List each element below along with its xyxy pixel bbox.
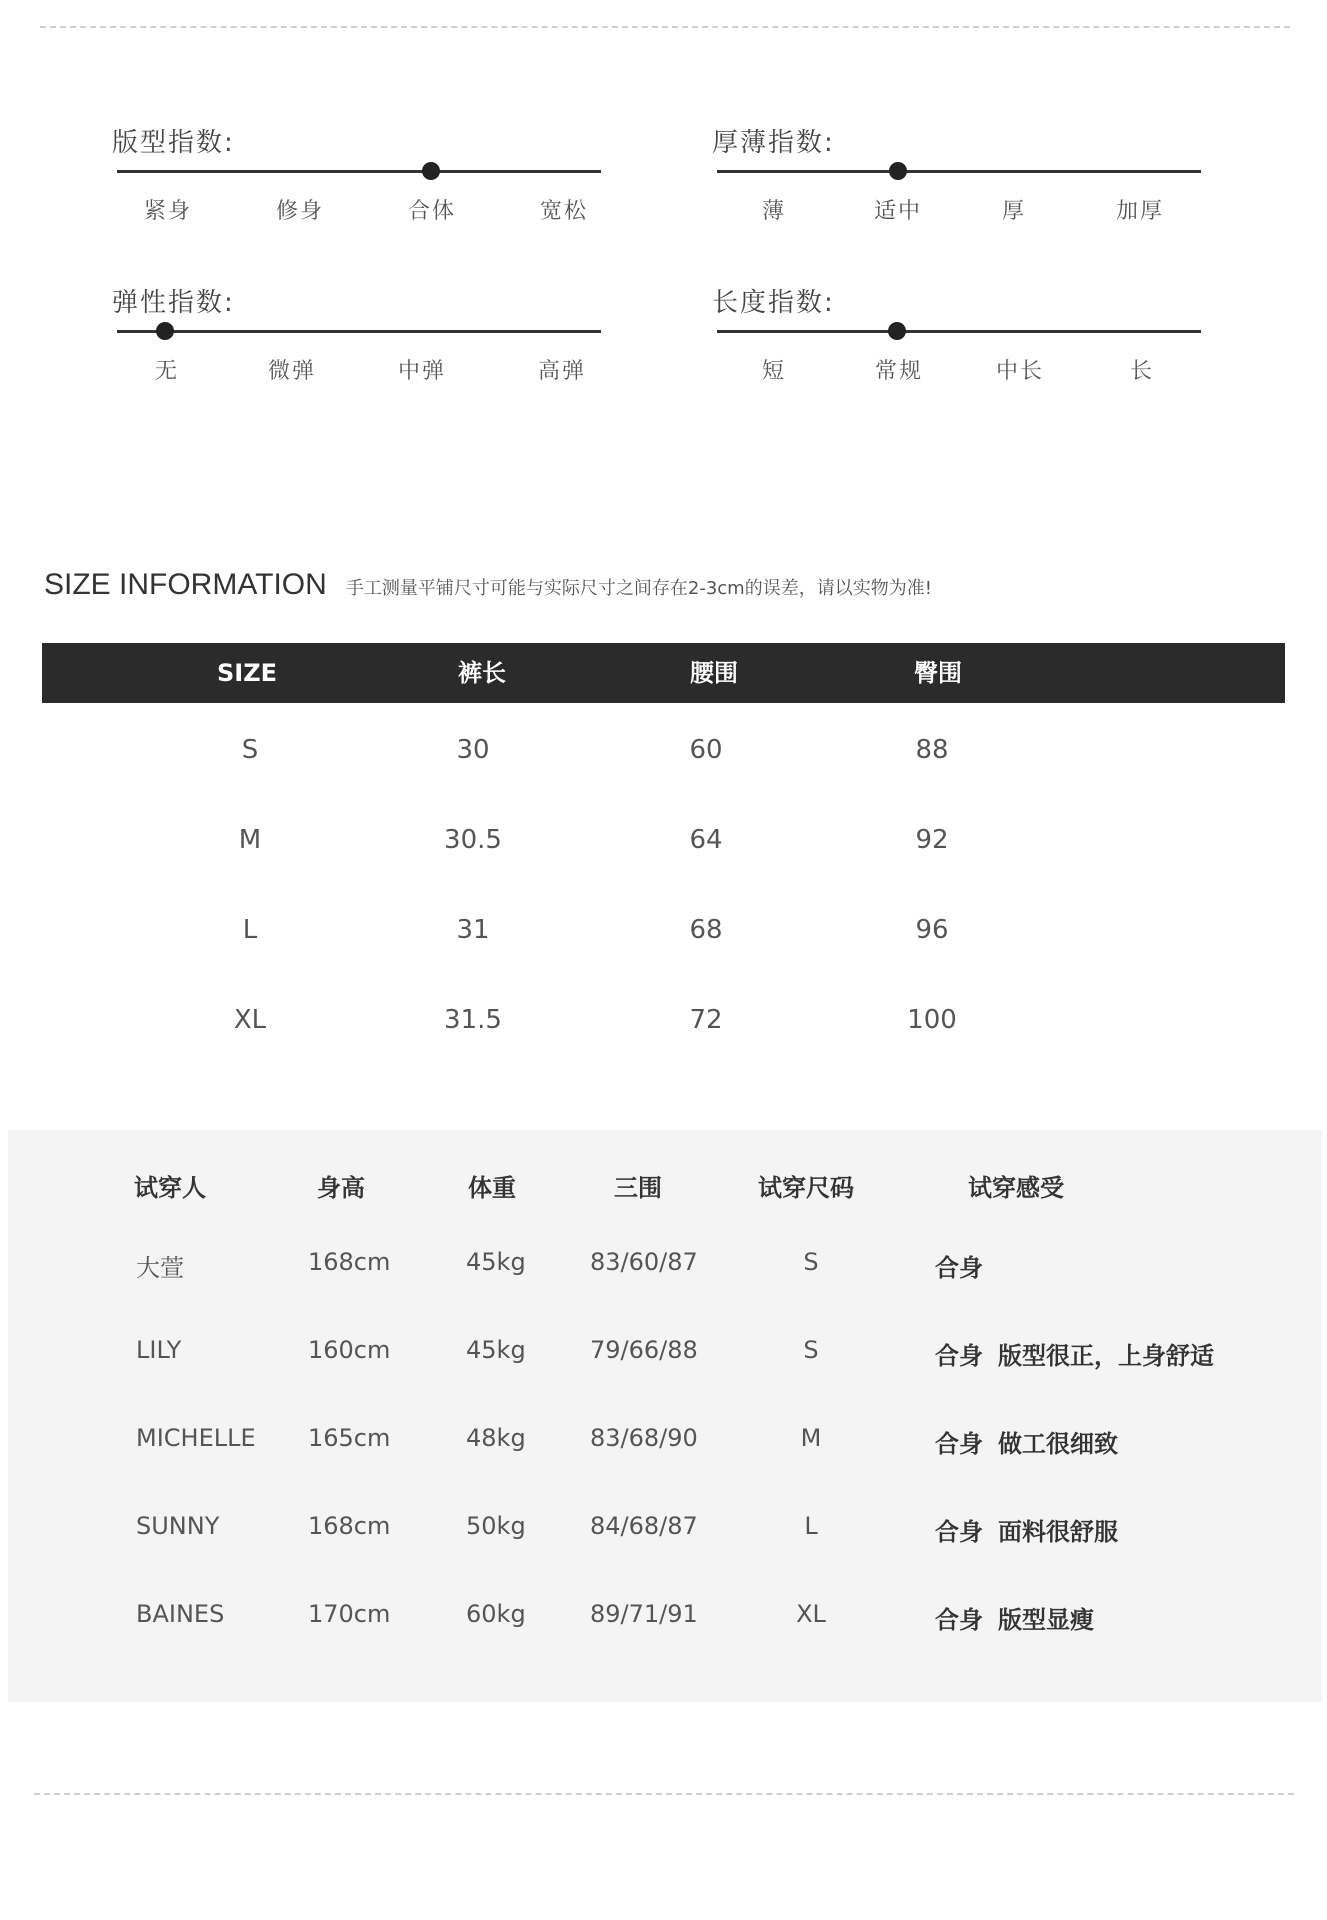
size-cell: 88 (915, 735, 949, 765)
length-index (712, 282, 1202, 422)
size-info-title: SIZE INFORMATION (44, 568, 327, 601)
elasticity-index-title: 弹性指数: (112, 288, 235, 318)
size-info-heading (44, 568, 932, 602)
tryon-col-header: 试穿尺码 (758, 1174, 854, 1202)
size-col-header: 臀围 (914, 659, 962, 687)
elasticity-index-label: 微弹 (267, 359, 316, 384)
thickness-index-label: 厚 (1001, 199, 1026, 224)
thickness-index-label: 薄 (761, 199, 786, 224)
thickness-index-label: 适中 (873, 199, 922, 224)
tryon-comment: 版型显瘦 (998, 1606, 1094, 1634)
fit-index-title: 版型指数: (112, 128, 235, 158)
fit-index-label: 紧身 (143, 199, 192, 224)
size-cell: 68 (689, 915, 723, 945)
tryon-col-header: 试穿人 (134, 1174, 206, 1202)
fit-index-label: 修身 (275, 199, 324, 224)
tryon-weight: 60kg (466, 1600, 526, 1628)
tryon-col-header: 三围 (614, 1174, 662, 1202)
tryon-col-header: 身高 (317, 1174, 365, 1202)
tryon-name: BAINES (136, 1600, 225, 1628)
length-index-line (717, 330, 1201, 333)
fit-index-marker (422, 162, 440, 180)
length-index-label: 短 (761, 359, 786, 384)
elasticity-index-line (117, 330, 601, 333)
size-cell: 64 (689, 825, 723, 855)
size-cell: 100 (907, 1005, 957, 1035)
size-cell: 60 (689, 735, 723, 765)
tryon-height: 165cm (308, 1424, 391, 1452)
fit-index (112, 122, 602, 262)
length-index-label: 中长 (995, 359, 1044, 384)
tryon-size: S (803, 1248, 819, 1276)
size-cell: L (242, 915, 258, 945)
tryon-measurements: 84/68/87 (590, 1512, 698, 1540)
size-table-header (42, 643, 1285, 703)
tryon-measurements: 79/66/88 (590, 1336, 698, 1364)
tryon-weight: 45kg (466, 1336, 526, 1364)
elasticity-index-marker (156, 322, 174, 340)
tryon-weight: 45kg (466, 1248, 526, 1276)
tryon-size: M (800, 1424, 822, 1452)
size-col-header: 腰围 (690, 659, 738, 687)
tryon-size: L (804, 1512, 818, 1540)
size-cell: 72 (689, 1005, 723, 1035)
tryon-fit: 合身 (935, 1342, 983, 1370)
tryon-comment: 做工很细致 (998, 1430, 1118, 1458)
elasticity-index-label: 中弹 (397, 359, 446, 384)
length-index-label: 常规 (874, 359, 923, 384)
size-cell: 96 (915, 915, 949, 945)
size-cell: 30 (456, 735, 490, 765)
thickness-index-title: 厚薄指数: (712, 128, 835, 158)
tryon-weight: 50kg (466, 1512, 526, 1540)
thickness-index (712, 122, 1202, 262)
tryon-height: 170cm (308, 1600, 391, 1628)
size-col-header: 裤长 (458, 659, 506, 687)
tryon-size: XL (796, 1600, 826, 1628)
size-cell: M (238, 825, 262, 855)
length-index-marker (888, 322, 906, 340)
size-cell: 92 (915, 825, 949, 855)
tryon-name: LILY (136, 1336, 182, 1364)
tryon-fit: 合身 (935, 1518, 983, 1546)
thickness-index-line (717, 170, 1201, 173)
elasticity-index (112, 282, 602, 422)
fit-index-label: 宽松 (539, 199, 588, 224)
elasticity-index-label: 高弹 (537, 359, 586, 384)
tryon-comment: 版型很正，上身舒适 (998, 1342, 1214, 1370)
tryon-measurements: 83/68/90 (590, 1424, 698, 1452)
tryon-fit: 合身 (935, 1606, 983, 1634)
tryon-col-header: 体重 (468, 1174, 516, 1202)
size-cell: 30.5 (444, 825, 502, 855)
tryon-weight: 48kg (466, 1424, 526, 1452)
fit-index-label: 合体 (407, 199, 456, 224)
length-index-title: 长度指数: (712, 288, 835, 318)
length-index-label: 长 (1129, 359, 1154, 384)
tryon-height: 168cm (308, 1248, 391, 1276)
tryon-name: MICHELLE (136, 1424, 256, 1452)
elasticity-index-label: 无 (154, 359, 179, 384)
size-cell: 31.5 (444, 1005, 502, 1035)
tryon-height: 168cm (308, 1512, 391, 1540)
size-info-note: 手工测量平铺尺寸可能与实际尺寸之间存在2-3cm的误差，请以实物为准! (345, 578, 932, 599)
thickness-index-marker (889, 162, 907, 180)
size-cell: S (241, 735, 259, 765)
tryon-height: 160cm (308, 1336, 391, 1364)
fit-index-line (117, 170, 601, 173)
thickness-index-label: 加厚 (1115, 199, 1164, 224)
bottom-divider (34, 1793, 1294, 1795)
tryon-fit: 合身 (935, 1254, 983, 1282)
tryon-measurements: 83/60/87 (590, 1248, 698, 1276)
tryon-name: 大萱 (136, 1254, 184, 1282)
size-cell: XL (233, 1005, 267, 1035)
tryon-col-header: 试穿感受 (968, 1174, 1064, 1202)
tryon-size: S (803, 1336, 819, 1364)
size-cell: 31 (456, 915, 490, 945)
tryon-measurements: 89/71/91 (590, 1600, 698, 1628)
tryon-fit: 合身 (935, 1430, 983, 1458)
size-col-header: SIZE (216, 659, 277, 687)
tryon-name: SUNNY (136, 1512, 220, 1540)
tryon-panel (8, 1130, 1322, 1702)
top-divider (40, 26, 1290, 28)
tryon-comment: 面料很舒服 (998, 1518, 1118, 1546)
